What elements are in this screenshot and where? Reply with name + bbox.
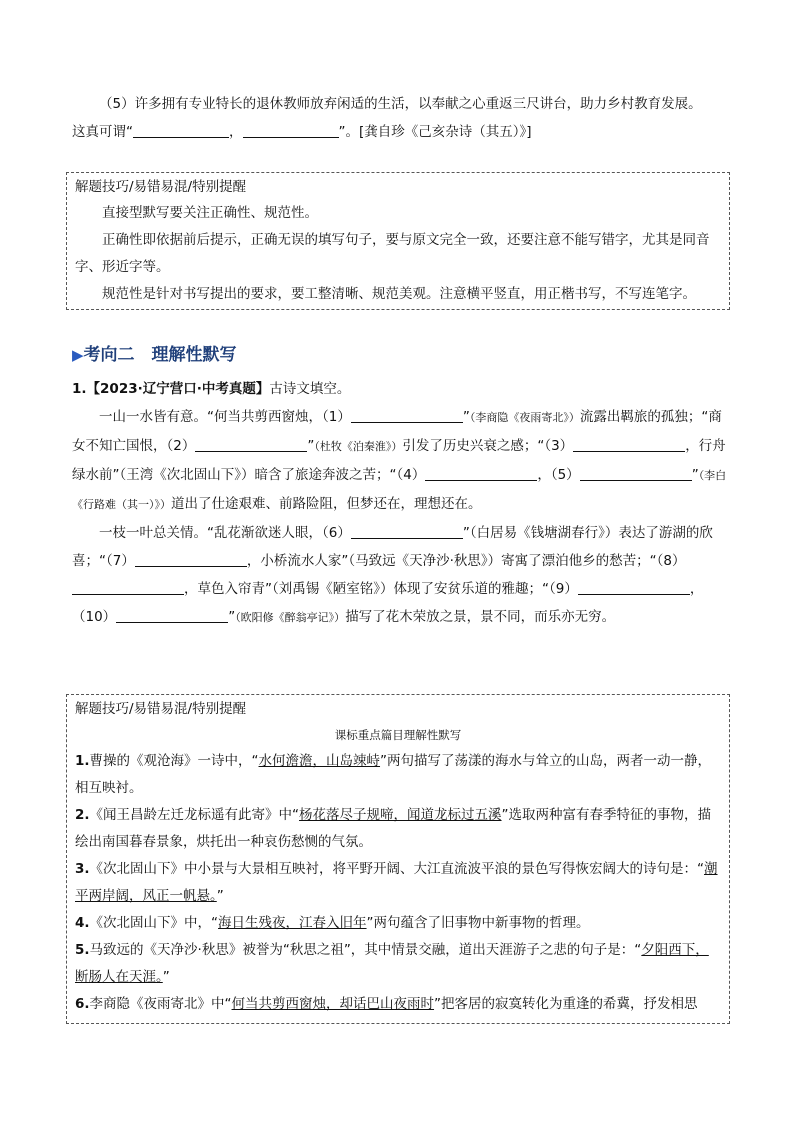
tip-text: 曹操的《观沧海》一诗中，“ — [89, 753, 259, 769]
answer-blank-9[interactable] — [578, 580, 690, 595]
text-fragment: 引发了历史兴衰之感；“（3） — [402, 438, 574, 454]
answer-blank-5[interactable] — [580, 466, 692, 481]
question-1-paragraph-2 — [72, 519, 730, 632]
tip-quote: 海日生残夜，江春入旧年 — [218, 915, 367, 931]
tips-paragraph: 规范性是针对书写提出的要求，要工整清晰、规范美观。注意横平竖直，用正楷书写，不写连笔字。 — [102, 286, 696, 302]
tip-item — [75, 802, 721, 856]
tip-text: 《次北固山下》中，“ — [89, 915, 219, 931]
tip-text: ”两句描写了荡漾的海水与耸立的山岛，两者一动一静，相互映衬。 — [75, 753, 712, 796]
question-1-paragraph-1 — [72, 403, 730, 519]
tip-text: ” — [162, 969, 170, 985]
answer-blank-7[interactable] — [135, 552, 247, 567]
tips-box-2 — [66, 694, 730, 1024]
answer-blank[interactable] — [133, 123, 229, 138]
tip-text: 《次北固山下》中小景与大景相互映衬，将平野开阔、大江直流波平浪的景色写得恢宏阔大的诗句是：“ — [89, 861, 705, 877]
answer-blank-8[interactable] — [72, 580, 184, 595]
tip-quote: 何当共剪西窗烛，却话巴山夜雨时 — [231, 996, 435, 1012]
text-fragment: 描写了花木荣放之景，景不同，而乐亦无穷。 — [345, 609, 616, 625]
answer-blank-1[interactable] — [351, 408, 463, 423]
tip-number: 3. — [75, 861, 90, 877]
question-5-line — [72, 90, 730, 118]
answer-blank[interactable] — [243, 123, 339, 138]
text-fragment: ，（5） — [537, 467, 580, 483]
tips-box-1 — [66, 172, 730, 310]
tip-item — [75, 910, 721, 937]
tips-box-subtitle: 课标重点篇目理解性默写 — [334, 728, 462, 742]
source-citation: （杜牧《泊秦淮》） — [314, 440, 403, 453]
section-title: 考向二 理解性默写 — [83, 345, 237, 365]
source-citation: （李白《行路难（其一）》） — [72, 469, 727, 511]
tip-item — [75, 991, 721, 1018]
text-fragment: 一枝一叶总关情。“乱花渐欲迷人眼，（6） — [99, 525, 351, 541]
text-fragment: ，（10） — [72, 581, 704, 625]
text-fragment: ，行舟绿水前” — [72, 438, 726, 483]
tip-text: ”把客居的寂寞转化为重逢的希冀，抒发相思 — [434, 996, 698, 1012]
tip-number: 6. — [75, 996, 90, 1012]
source-citation: （王湾《次北固山下》） — [119, 467, 255, 483]
tips-paragraph: 正确性即依据前后提示，正确无误的填写句子，要与原文完全一致，还要注意不能写错字，尤其是同音字、形近字等。 — [75, 232, 710, 275]
text-fragment: 道出了仕途艰难、前路险阻，但梦还在，理想还在。 — [171, 496, 482, 512]
tip-quote: 杨花落尽子规啼，闻道龙标过五溪 — [299, 807, 502, 823]
tip-item — [75, 856, 721, 910]
question-1-header — [72, 375, 730, 403]
answer-blank-6[interactable] — [351, 524, 463, 539]
source-citation: （欧阳修《醉翁亭记》） — [235, 611, 346, 624]
text-fragment: ” — [228, 609, 236, 625]
text-fragment: ” — [307, 438, 315, 454]
tip-number: 4. — [75, 915, 90, 931]
text-fragment: ”。[龚自珍《己亥杂诗（其五）》] — [338, 124, 532, 140]
text-fragment: ，草色入帘青”（刘禹锡《陋室铭》）体现了安贫乐道的雅趣；“（9） — [184, 581, 578, 597]
question-source: 【2023·辽宁营口·中考真题】 — [86, 381, 270, 397]
tip-text: ”选取两种富有春季特征的事物，描绘出南国暮春景象，烘托出一种哀伤愁恻的气氛。 — [75, 807, 712, 850]
tip-text: ”两句蕴含了旧事物中新事物的哲理。 — [366, 915, 590, 931]
answer-blank-4[interactable] — [425, 466, 537, 481]
tip-number: 5. — [75, 942, 90, 958]
question-5-text: （5）许多拥有专业特长的退休教师放弃闲适的生活，以奉献之心重返三尺讲台，助力乡村教育发展。 — [99, 96, 702, 112]
question-number: 1. — [72, 381, 87, 397]
tip-text: ” — [216, 888, 224, 904]
text-fragment: ” — [462, 409, 470, 425]
section-heading — [72, 341, 237, 369]
tips-list — [75, 748, 721, 1018]
question-prompt: 古诗文填空。 — [269, 381, 351, 397]
tip-text: 《闻王昌龄左迁龙标遥有此寄》中“ — [89, 807, 300, 823]
tip-number: 2. — [75, 807, 90, 823]
triangle-icon: ▶ — [72, 346, 84, 364]
answer-blank-2[interactable] — [195, 437, 307, 452]
source-citation: （李商隐《夜雨寄北》） — [469, 411, 580, 424]
tip-quote: 水何澹澹，山岛竦峙 — [258, 753, 381, 769]
question-5 — [72, 90, 730, 146]
text-fragment: 一山一水皆有意。“何当共剪西窗烛，（1） — [99, 409, 351, 425]
answer-blank-3[interactable] — [573, 437, 685, 452]
text-fragment: 这真可谓“ — [72, 124, 133, 140]
text-fragment: ”（白居易《钱塘湖春行》）表达了游湖的欣喜；“（7） — [72, 525, 713, 569]
question-5-answer-line — [72, 118, 730, 146]
text-fragment: 暗含了旅途奔波之苦；“（4） — [254, 467, 426, 483]
answer-blank-10[interactable] — [116, 608, 228, 623]
tips-paragraph: 直接型默写要关注正确性、规范性。 — [102, 205, 318, 221]
text-fragment: ， — [229, 124, 243, 140]
tip-text: 李商隐《夜雨寄北》中“ — [89, 996, 232, 1012]
text-fragment: ” — [691, 467, 699, 483]
question-1 — [72, 375, 730, 632]
tip-number: 1. — [75, 753, 90, 769]
text-fragment: ，小桥流水人家”（马致远《天净沙·秋思》）寄寓了漂泊他乡的愁苦；“（8） — [246, 553, 686, 569]
tip-item — [75, 937, 721, 991]
tips-box-title: 解题技巧/易错易混/特别提醒 — [75, 179, 247, 195]
tip-quote: 潮平两岸阔，风正一帆悬。 — [75, 861, 718, 904]
text-fragment: 流露出羁旅的孤独；“商女不知亡国恨，（2） — [72, 409, 722, 454]
tip-item — [75, 748, 721, 802]
tip-text: 马致远的《天净沙·秋思》被誉为“秋思之祖”，其中情景交融，道出天涯游子之悲的句子是：“ — [89, 942, 642, 958]
tip-quote: 夕阳西下，断肠人在天涯。 — [75, 942, 709, 985]
tips-box-title: 解题技巧/易错易混/特别提醒 — [75, 701, 247, 717]
